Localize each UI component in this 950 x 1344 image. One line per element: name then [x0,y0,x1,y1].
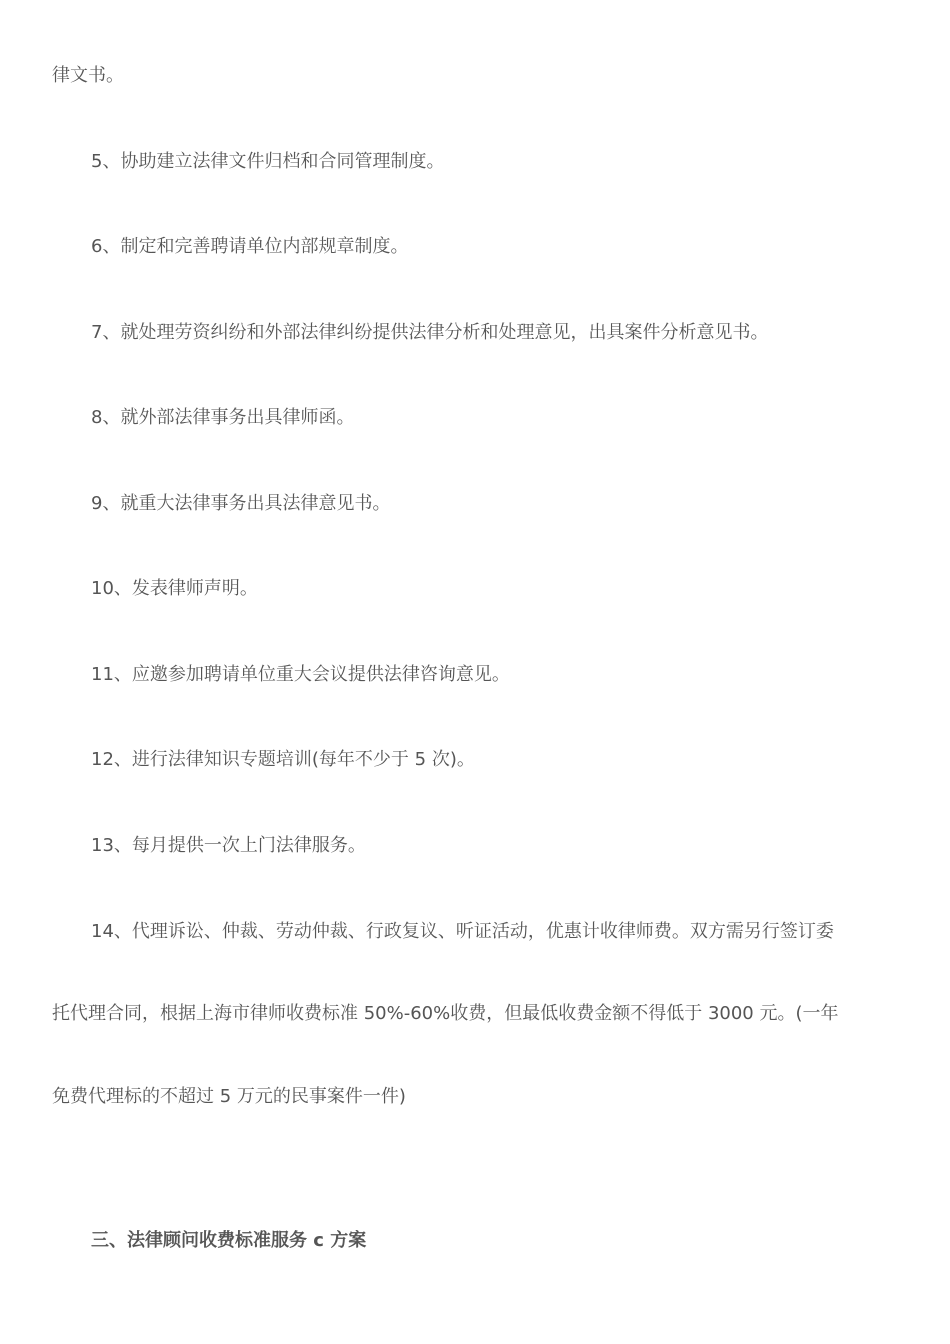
text-line: 托代理合同，根据上海市律师收费标准 50%-60%收费，但最低收费金额不得低于 3000 元。(一年 [52,1003,839,1024]
list-item: 10、发表律师声明。 [91,578,258,599]
list-item: 5、协助建立法律文件归档和合同管理制度。 [91,151,445,172]
list-item: 7、就处理劳资纠纷和外部法律纠纷提供法律分析和处理意见，出具案件分析意见书。 [91,322,769,343]
section-heading: 三、法律顾问收费标准服务 c 方案 [91,1230,367,1251]
list-item: 12、进行法律知识专题培训(每年不少于 5 次)。 [91,749,475,770]
text-line: 律文书。 [52,65,124,86]
list-item: 14、代理诉讼、仲裁、劳动仲裁、行政复议、听证活动，优惠计收律师费。双方需另行签订委 [91,921,834,942]
list-item: 13、每月提供一次上门法律服务。 [91,835,366,856]
text-line: 免费代理标的不超过 5 万元的民事案件一件) [52,1086,406,1107]
list-item: 11、应邀参加聘请单位重大会议提供法律咨询意见。 [91,664,510,685]
list-item: 6、制定和完善聘请单位内部规章制度。 [91,236,409,257]
list-item: 9、就重大法律事务出具法律意见书。 [91,493,391,514]
list-item: 8、就外部法律事务出具律师函。 [91,407,355,428]
